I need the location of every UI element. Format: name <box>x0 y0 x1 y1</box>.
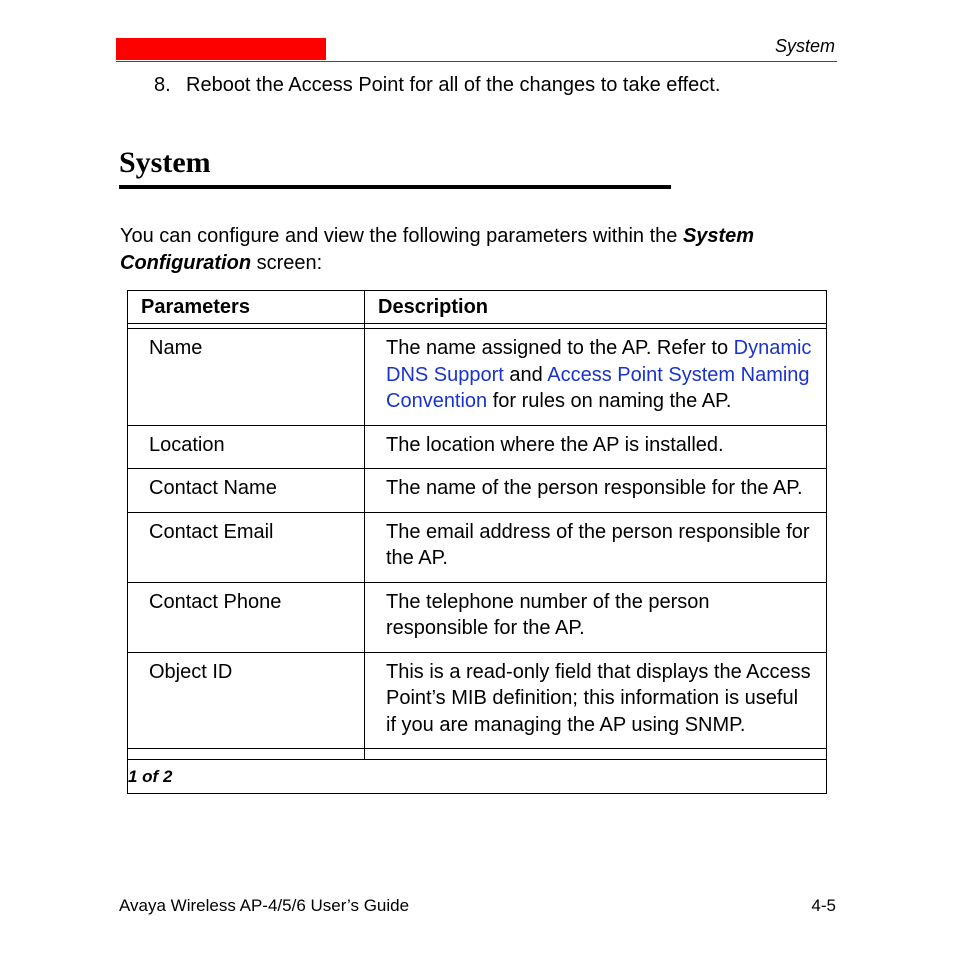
header-accent-bar <box>116 38 326 60</box>
step-text: Reboot the Access Point for all of the changes to take effect. <box>186 74 721 96</box>
section-title-rule <box>119 185 671 189</box>
running-title: System <box>774 36 835 56</box>
intro-paragraph <box>120 223 840 277</box>
description-text: and <box>503 363 548 386</box>
parameter-name: Contact Email <box>128 513 365 583</box>
parameter-description: The email address of the person responsible for the AP. <box>365 513 826 583</box>
footer-guide-title: Avaya Wireless AP-4/5/6 User’s Guide <box>119 896 410 915</box>
table-footer-row <box>128 760 826 793</box>
parameter-name: Contact Phone <box>128 583 365 653</box>
parameter-name: Name <box>128 329 365 426</box>
step-item <box>154 74 720 97</box>
table-row <box>128 469 826 513</box>
column-header-parameters: Parameters <box>128 291 365 324</box>
description-text: The name assigned to the AP. Refer to <box>386 337 734 359</box>
table-bottom-gap-row <box>128 749 826 760</box>
step-number: 8. <box>154 74 171 96</box>
table-row <box>128 583 826 653</box>
header-rule <box>116 61 837 62</box>
section-title: System <box>119 146 211 179</box>
parameter-description: The telephone number of the person responsible for the AP. <box>365 583 826 653</box>
parameters-table <box>127 290 827 794</box>
parameter-name: Contact Name <box>128 469 365 513</box>
cross-reference-link[interactable]: Access Point System Naming Convention <box>386 363 810 412</box>
description-text: for rules on naming the AP. <box>487 390 732 412</box>
table-row <box>128 426 826 470</box>
parameter-description: This is a read-only field that displays the Access Point’s MIB definition; this information is useful if you are managing the AP using SNMP. <box>365 653 826 750</box>
table-row <box>128 513 826 583</box>
table-row <box>128 329 826 426</box>
table-row <box>128 653 826 750</box>
parameter-description: The location where the AP is installed. <box>365 426 826 470</box>
intro-text-before: You can configure and view the following parameters within the <box>120 225 683 247</box>
intro-text-after: screen: <box>251 252 323 274</box>
table-header-row <box>128 291 826 324</box>
table-page-indicator: 1 of 2 <box>128 767 173 786</box>
parameter-description: The name of the person responsible for the AP. <box>365 469 826 513</box>
footer-page-number: 4-5 <box>811 896 836 915</box>
cross-reference-link[interactable]: Dynamic DNS Support <box>386 337 812 386</box>
intro-emphasis: System Configuration <box>120 225 755 274</box>
parameter-description <box>365 329 826 426</box>
column-header-description: Description <box>365 291 826 324</box>
parameter-name: Object ID <box>128 653 365 750</box>
parameter-name: Location <box>128 426 365 470</box>
